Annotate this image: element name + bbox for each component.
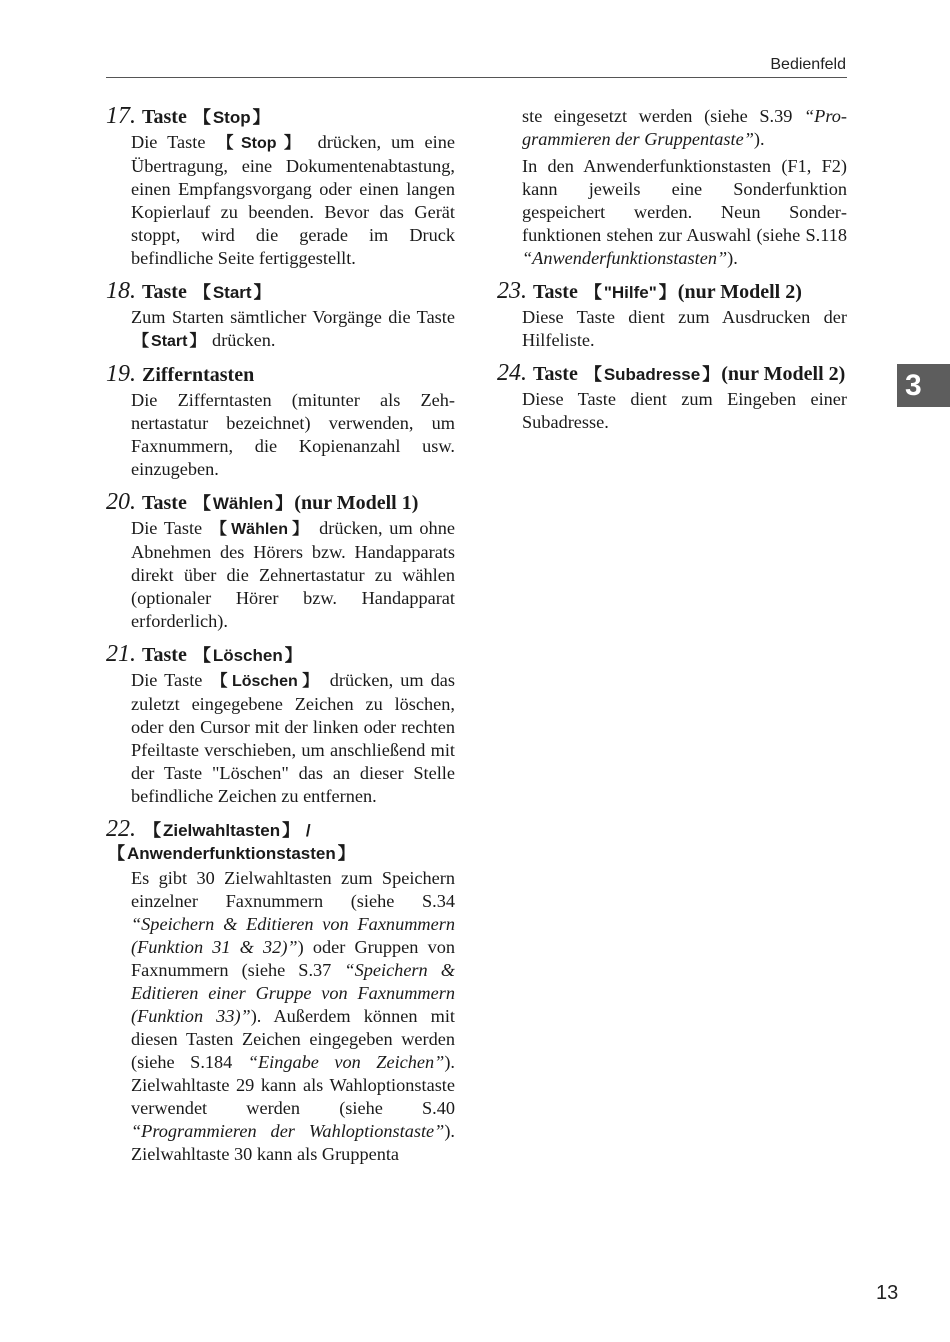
item-body: Diese Taste dient zum Ausdrucken der Hilfeliste. bbox=[522, 307, 847, 350]
item-body: Die Taste 【 Löschen 】 drücken, um das zuletzt eingegebene Zeichen zu löschen, oder den Cursor mit der linken oder rechten Pfeiltaste verschieben, um anschließend mit der Taste "Löschen" das an dieser Stelle befindliche Zeichen zu entfernen. bbox=[131, 670, 455, 806]
item-body: Diese Taste dient zum Eingeben einer Subadresse. bbox=[522, 389, 847, 432]
item-heading: 17. Taste 【 Stop 】 bbox=[106, 103, 270, 129]
header-rule bbox=[106, 77, 847, 78]
right-column bbox=[497, 105, 847, 444]
item-body: Die Taste 【 Stop 】 drücken, um eine Übertragung, eine Dokumentenabtastung, einen Empfangsvorgang oder einen langen Kopierlauf zu beenden. Bevor das Gerät stoppt, wird die gerade im Druck befindliche Seite fertiggestellt. bbox=[131, 132, 455, 268]
item-24 bbox=[497, 362, 847, 434]
key-label: 【 Löschen 】 bbox=[193, 646, 302, 665]
item-17 bbox=[106, 105, 455, 270]
left-column bbox=[106, 105, 455, 1176]
item-heading: 24. Taste 【 Subadresse 】 (nur Modell 2) bbox=[497, 360, 846, 386]
item-23 bbox=[497, 280, 847, 352]
item-heading: 23. Taste 【 "Hilfe" 】 (nur Modell 2) bbox=[497, 278, 802, 304]
key-label: 【 "Hilfe" 】 bbox=[584, 283, 676, 302]
item-body: Die Taste 【 Wählen 】 drücken, um ohne Abnehmen des Hörers bzw. Handapparats direkt über die Zehnertastatur zu wählen (optionaler Hörer bzw. Handapparat erforderlich). bbox=[131, 518, 455, 631]
running-header: Bedienfeld bbox=[770, 56, 846, 73]
chapter-tab: 3 bbox=[897, 364, 950, 407]
key-label: 【 Zielwahltasten 】 bbox=[144, 821, 300, 840]
item-18 bbox=[106, 280, 455, 353]
item-22 bbox=[106, 818, 455, 1166]
key-label: 【 Start 】 bbox=[193, 283, 271, 302]
key-label: 【 Subadresse 】 bbox=[584, 365, 720, 384]
item-22-continued bbox=[497, 105, 847, 270]
item-body: ste eingesetzt werden (siehe S.39 “Programmieren der Gruppentaste”). In den Anwenderfunktionstasten (F1, F2) kann jeweils eine Sonderfunktion gespeichert werden. Neun Sonderfunktionen stehen zur Auswahl (siehe S.118 “Anwenderfunktionstasten”). bbox=[522, 106, 847, 268]
item-20 bbox=[106, 491, 455, 633]
key-label: 【 Wählen 】 bbox=[193, 494, 293, 513]
item-heading: 22. 【 Zielwahltasten 】 / 【 Anwenderfunktionstasten 】 bbox=[106, 816, 355, 863]
item-body: Es gibt 30 Zielwahltasten zum Speichern einzelner Faxnummern (siehe S.34 “Speichern & Editieren von Faxnummern (Funktion 31 & 32)”) oder Gruppen von Faxnummern (siehe S.37 “Speichern & Editieren einer Gruppe von Faxnummern (Funktion 33)”). Außerdem können mit diesen Tasten Zeichen eingegeben werden (siehe S.184 “Eingabe von Zeichen”). Zielwahltaste 29 kann als Wahloptionstaste verwendet werden (siehe S.40 “Programmieren der Wahloptionstaste”). Zielwahltaste 30 kann als Gruppenta bbox=[131, 868, 456, 1164]
item-body: Zum Starten sämtlicher Vorgänge die Taste 【 Start 】 drücken. bbox=[131, 307, 455, 350]
item-heading: 20. Taste 【 Wählen 】 (nur Modell 1) bbox=[106, 489, 419, 515]
item-19 bbox=[106, 363, 455, 481]
item-heading: 18. Taste 【 Start 】 bbox=[106, 278, 271, 304]
item-21 bbox=[106, 643, 455, 808]
item-heading: 21. Taste 【 Löschen 】 bbox=[106, 641, 302, 667]
key-label: 【 Anwenderfunktionstasten 】 bbox=[108, 844, 355, 863]
page-number: 13 bbox=[876, 1282, 899, 1304]
key-label: 【 Stop 】 bbox=[193, 108, 270, 127]
item-body: Die Zifferntasten (mitunter als Zehnertastatur bezeichnet) verwenden, um Faxnummern, die Kopienanzahl usw. einzugeben. bbox=[131, 390, 455, 479]
item-heading: 19. Zifferntasten bbox=[106, 361, 255, 387]
